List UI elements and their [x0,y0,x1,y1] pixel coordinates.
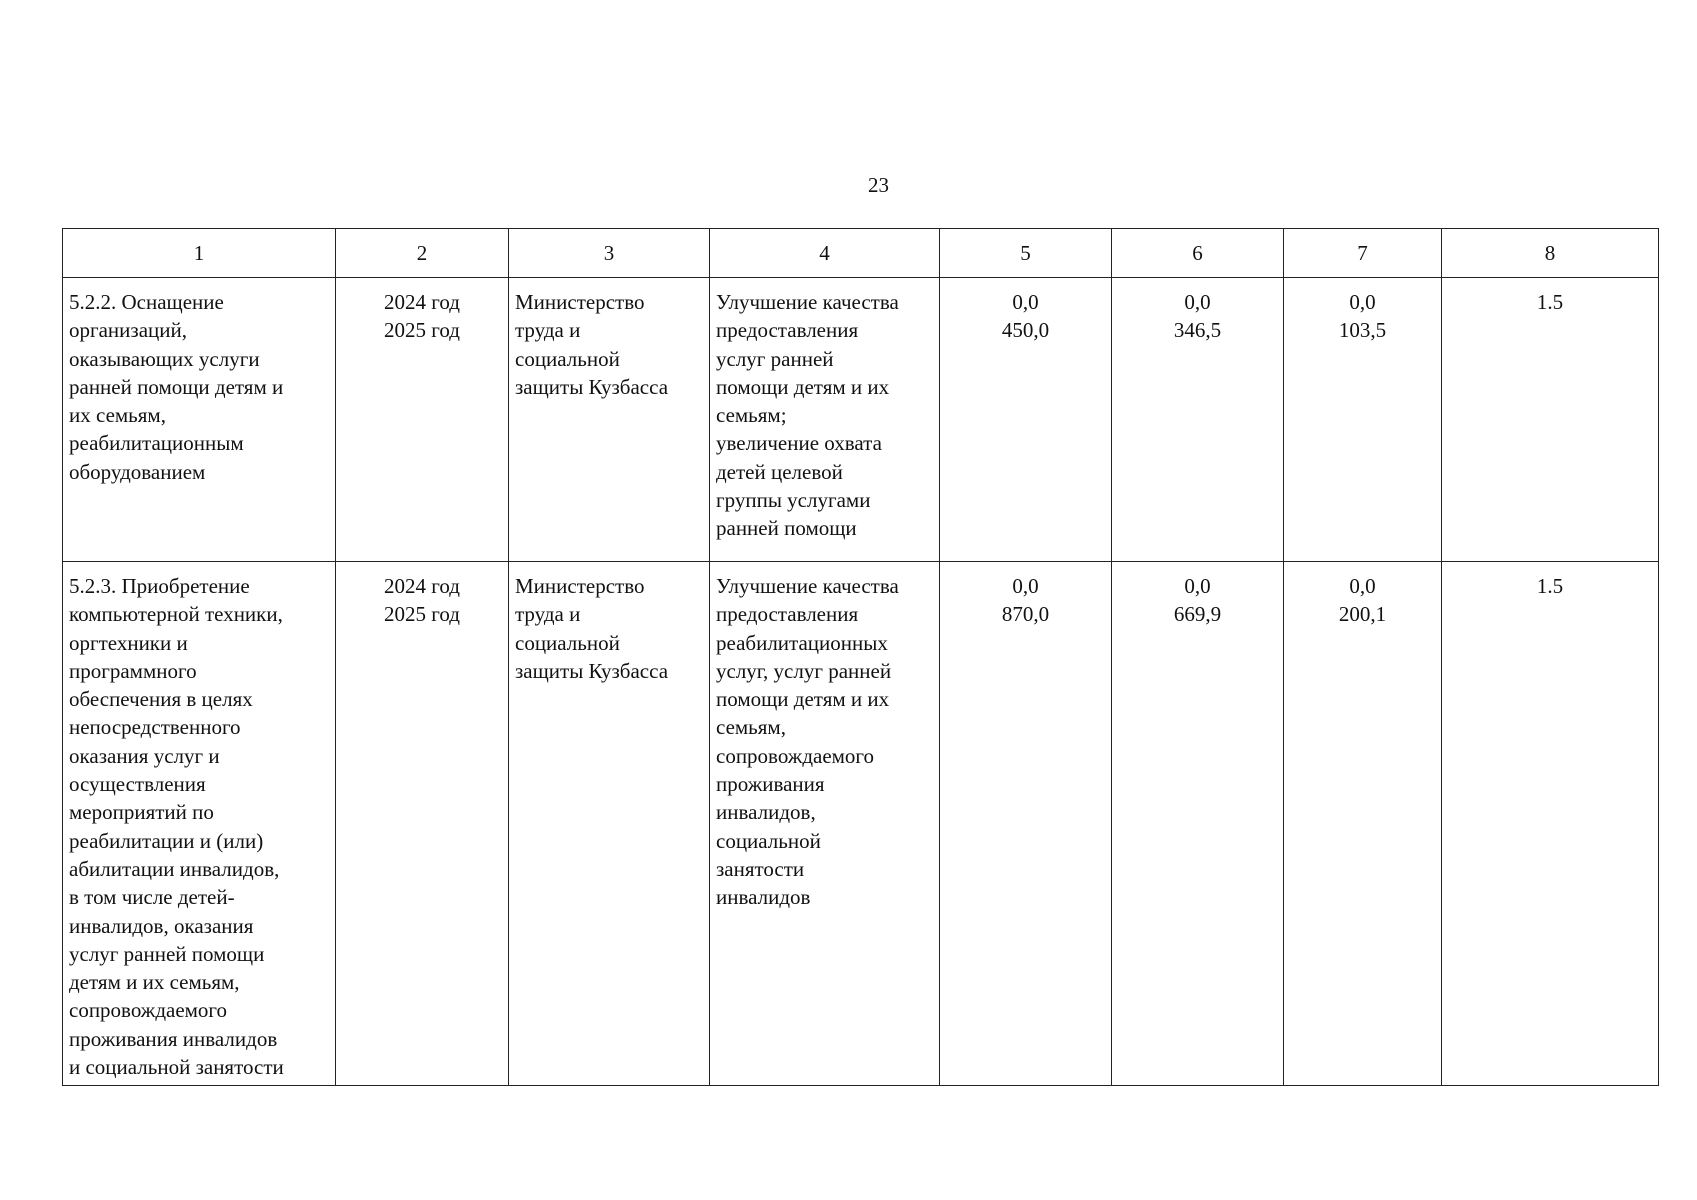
funding-source-a-cell [1112,278,1284,562]
period-cell [336,278,509,562]
total-funding-cell [940,562,1112,1086]
activity-name: 5.2.2. Оснащение организаций, оказывающих услуги ранней помощи детям и их семьям, реабилитационным оборудованием [69,290,284,484]
period-cell [336,562,509,1086]
header-cell-8: 8 [1442,229,1659,278]
expected-result: Улучшение качества предоставления реабилитационных услуг, услуг ранней помощи детям и их семьям, сопровождаемого проживания инвалидов, социальной занятости инвалидов [716,574,899,910]
header-cell-1: 1 [63,229,336,278]
activity-name-cell [63,278,336,562]
funding-source-b: 0,0 103,5 [1338,290,1387,343]
period: 2024 год 2025 год [384,290,460,343]
total-funding: 0,0 450,0 [1001,290,1050,343]
expected-result: Улучшение качества предоставления услуг ранней помощи детям и их семьям; увеличение охвата детей целевой группы услугами ранней помощи [716,290,899,541]
indicator-ref: 1.5 [1536,574,1564,598]
expected-result-cell [710,278,940,562]
funding-source-a-cell [1112,562,1284,1086]
header-cell-7: 7 [1284,229,1442,278]
table-header-row [63,229,1659,278]
indicator-ref-cell [1442,278,1659,562]
executor-cell [509,278,710,562]
funding-source-a: 0,0 346,5 [1173,290,1222,343]
header-cell-5: 5 [940,229,1112,278]
funding-source-b-cell [1284,278,1442,562]
program-activities-table [62,228,1659,1086]
period: 2024 год 2025 год [384,574,460,627]
table-row [63,562,1659,1086]
expected-result-cell [710,562,940,1086]
executor-cell [509,562,710,1086]
table-row [63,278,1659,562]
funding-source-a: 0,0 669,9 [1173,574,1222,627]
header-cell-3: 3 [509,229,710,278]
header-cell-6: 6 [1112,229,1284,278]
activity-name-cell [63,562,336,1086]
indicator-ref: 1.5 [1536,290,1564,314]
page-number: 23 [868,173,889,197]
total-funding: 0,0 870,0 [1001,574,1050,627]
header-cell-4: 4 [710,229,940,278]
header-cell-2: 2 [336,229,509,278]
funding-source-b-cell [1284,562,1442,1086]
total-funding-cell [940,278,1112,562]
executor: Министерство труда и социальной защиты Кузбасса [515,290,669,399]
funding-source-b: 0,0 200,1 [1338,574,1387,627]
activity-name: 5.2.3. Приобретение компьютерной техники, оргтехники и программного обеспечения в целях непосредственного оказания услуг и осуществления мероприятий по реабилитации и (или) абилитации инвалидов, в том числе детей- инвалидов, оказания услуг ранней помощи детям и их семьям, сопровождаемого проживания инвалидов и социальной занятости [69,574,284,1080]
executor: Министерство труда и социальной защиты Кузбасса [515,574,669,683]
indicator-ref-cell [1442,562,1659,1086]
